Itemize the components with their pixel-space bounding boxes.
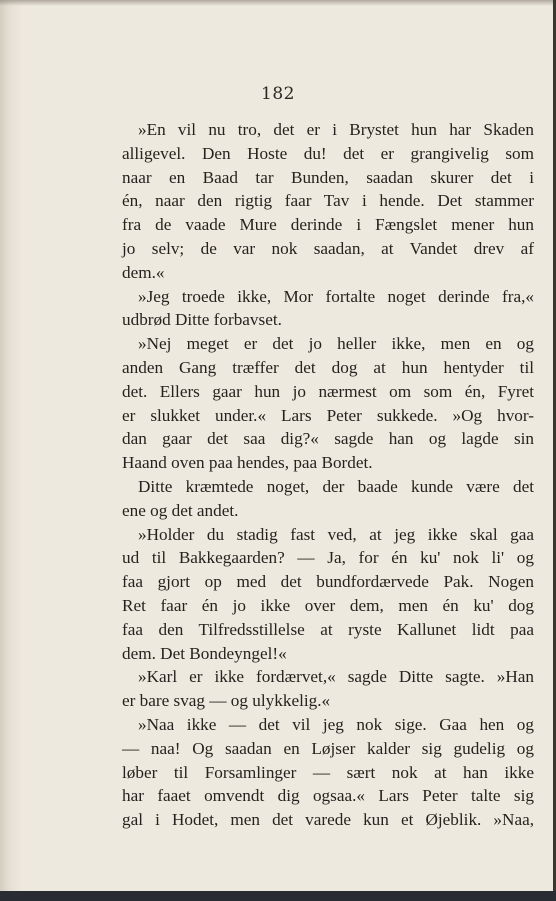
text-line: »Naa ikke — det vil jeg nok sige. Gaa hen og [138,714,534,734]
body-text [122,118,534,832]
text-line: »Holder du stadig fast ved, at jeg ikke skal gaa [138,524,534,544]
bottom-edge [0,891,556,901]
text-line: er bare svag — og ulykkelig.« [122,691,331,711]
text-line: faa gjort op med det bundfordærvede Pak. Nogen [122,572,534,592]
text-line: dem.« [122,262,165,282]
text-line: ene og det andet. [122,500,239,520]
text-line: »Karl er ikke fordærvet,« sagde Ditte sagte. »Han [138,667,534,687]
page-number: 182 [261,84,295,104]
text-line: Ret faar én jo ikke over dem, men én ku' dog [122,595,534,615]
text-line: »Nej meget er det jo heller ikke, men en og [138,334,534,354]
text-line: — naa! Og saadan en Løjser kalder sig gudelig og [122,738,534,758]
text-line: anden Gang træffer det dog at hun hentyder til [122,357,534,377]
text-line: er slukket under.« Lars Peter sukkede. »Og hvor- [122,405,534,425]
text-line: udbrød Ditte forbavset. [122,310,282,330]
text-line: ud til Bakkegaarden? — Ja, for én ku' nok li' og [122,548,534,568]
text-line: løber til Forsamlinger — sært nok at han ikke [122,762,534,782]
text-line: én, naar den rigtig faar Tav i hende. Det stammer [122,191,534,211]
text-line: Ditte kræmtede noget, der baade kunde være det [138,476,534,496]
text-line: jo selv; de var nok saadan, at Vandet drev af [122,238,534,258]
text-line: det. Ellers gaar hun jo nærmest om som én, Fyret [122,381,534,401]
text-line: fra de vaade Mure derinde i Fængslet mener hun [122,215,534,235]
text-line: har faaet omvendt dig ogsaa.« Lars Peter talte sig [122,786,534,806]
text-line: dem. Det Bondeyngel!« [122,643,287,663]
text-line: »Jeg troede ikke, Mor fortalte noget derinde fra,« [138,286,534,306]
text-line: naar en Baad tar Bunden, saadan skurer det i [122,167,534,187]
text-line: Haand oven paa hendes, paa Bordet. [122,453,373,473]
text-line: alligevel. Den Hoste du! det er grangivelig som [122,143,534,163]
text-line: faa den Tilfredsstillelse at ryste Kallunet lidt paa [122,619,534,639]
text-line: gal i Hodet, men det varede kun et Øjeblik. »Naa, [122,810,534,830]
text-line: dan gaar det saa dig?« sagde han og lagde sin [122,429,534,449]
text-line: »En vil nu tro, det er i Brystet hun har Skaden [138,120,534,139]
